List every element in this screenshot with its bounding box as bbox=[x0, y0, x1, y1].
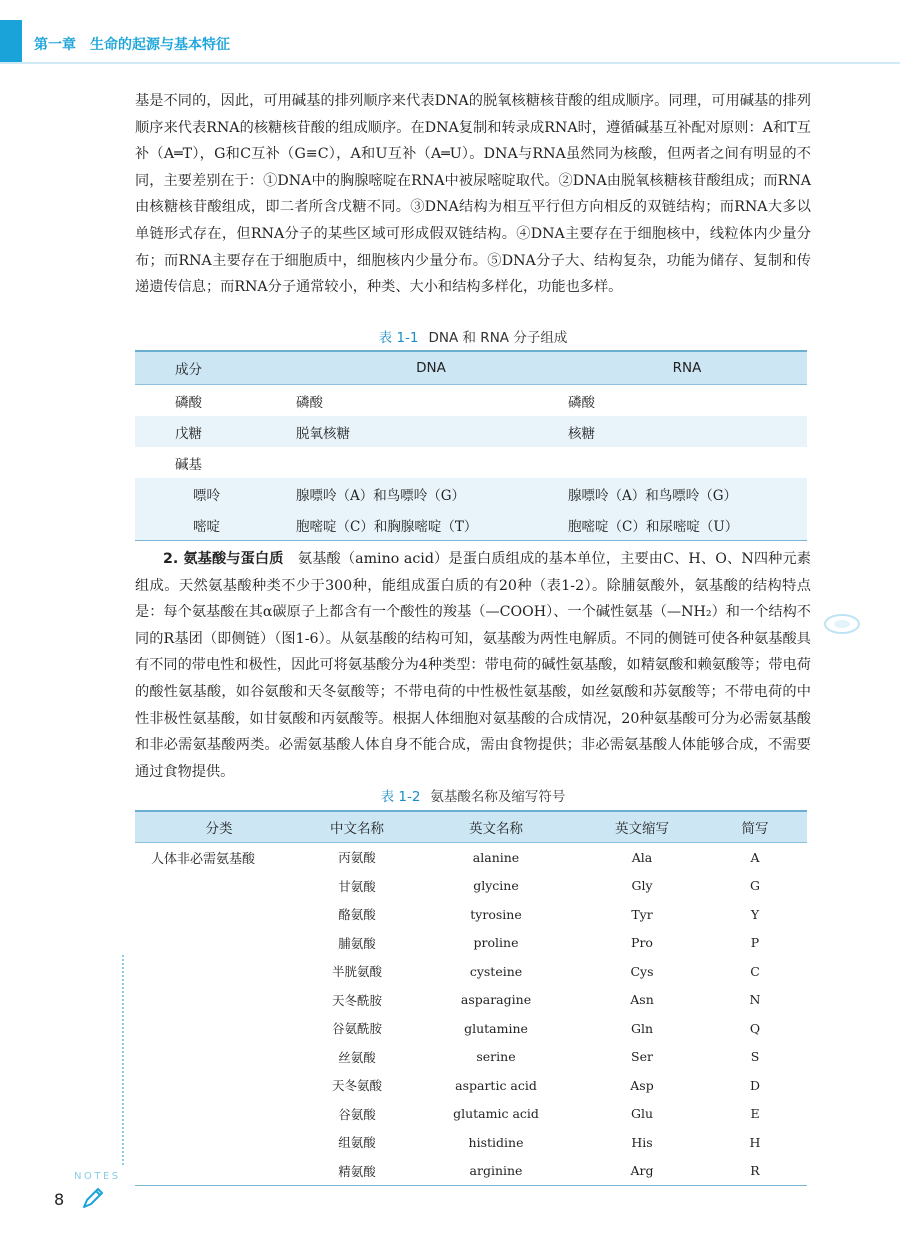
table-row bbox=[135, 1157, 807, 1186]
table-row bbox=[135, 957, 807, 986]
table-cell: D bbox=[749, 1077, 761, 1093]
table-cell: 丙氨酸 bbox=[338, 850, 376, 866]
table-cell: 人体非必需氨基酸 bbox=[151, 851, 256, 867]
magnifier-side-icon bbox=[822, 613, 862, 635]
table-cell: Arg bbox=[581, 1157, 703, 1186]
section-title: 2. 氨基酸与蛋白质 bbox=[163, 551, 284, 567]
table-cell bbox=[135, 957, 303, 986]
table-cell: 谷氨酸 bbox=[338, 1106, 376, 1122]
table-cell bbox=[135, 1043, 303, 1072]
table-cell: 丝氨酸 bbox=[338, 1049, 376, 1065]
table-cell: 磷酸 bbox=[568, 394, 595, 411]
table1-header-row bbox=[135, 351, 807, 385]
table-cell: 碱基 bbox=[175, 456, 202, 473]
table-cell: R bbox=[703, 1157, 807, 1186]
table2-number: 表 1-2 bbox=[380, 789, 421, 805]
table-cell bbox=[135, 900, 303, 929]
table1-header-dna: DNA bbox=[295, 351, 567, 385]
table-cell bbox=[135, 1014, 303, 1043]
table-amino-acids bbox=[135, 810, 807, 1186]
table-cell bbox=[135, 986, 303, 1015]
table2-header-abbrev: 英文缩写 bbox=[581, 811, 703, 843]
table2-title: 氨基酸名称及缩写符号 bbox=[430, 789, 566, 805]
pencil-icon bbox=[80, 1186, 106, 1212]
table2-caption bbox=[135, 785, 811, 805]
table-cell: 嘧啶 bbox=[135, 509, 295, 541]
table-cell: 谷氨酰胺 bbox=[331, 1021, 382, 1037]
table-cell: 脯氨酸 bbox=[338, 935, 376, 951]
header-rule bbox=[0, 62, 900, 64]
table1-caption bbox=[135, 326, 811, 346]
table-cell: 嘌呤 bbox=[135, 478, 295, 509]
table-row bbox=[135, 416, 807, 447]
table-cell: Cys bbox=[630, 963, 654, 979]
table-cell: asparagine bbox=[460, 992, 532, 1008]
table-cell: cysteine bbox=[469, 963, 523, 979]
table-cell: 胞嘧啶（C）和胸腺嘧啶（T） bbox=[295, 509, 567, 541]
table-row bbox=[135, 1100, 807, 1129]
paragraph-1: 基是不同的，因此，可用碱基的排列顺序来代表DNA的脱氧核糖核苷酸的组成顺序。同理，可用碱基的排列顺序来代表RNA的核糖核苷酸的组成顺序。在DNA复制和转录成RNA时，遵循碱基互补配对原则：A和T互补（A═T），G和C互补（G≡C），A和U互补（A═U）。DNA与RNA虽然同为核酸，但两者之间有明显的不同，主要差别在于：①DNA中的胸腺嘧啶在RNA中被尿嘧啶取代。②DNA由脱氧核糖核苷酸组成；而RNA由核糖核苷酸组成，即二者所含戊糖不同。③DNA结构为相互平行但方向相反的双链结构；而RNA大多以单链形式存在，但RNA分子的某些区域可形成假双链结构。④DNA主要存在于细胞核中，线粒体内少量分布；而RNA主要存在于细胞质中，细胞核内少量分布。⑤DNA分子大、结构复杂，功能为储存、复制和传递遗传信息；而RNA分子通常较小，种类、大小和结构多样化，功能也多样。 bbox=[135, 93, 811, 296]
table-cell: His bbox=[631, 1134, 653, 1150]
table-cell: 腺嘌呤（A）和鸟嘌呤（G） bbox=[295, 478, 567, 509]
table-cell: 核糖 bbox=[567, 416, 807, 447]
table-cell: 甘氨酸 bbox=[338, 878, 376, 894]
table-cell: 天冬氨酸 bbox=[331, 1078, 382, 1094]
table-row bbox=[135, 478, 807, 509]
page-number: 8 bbox=[54, 1190, 65, 1209]
table-cell: tyrosine bbox=[470, 906, 522, 922]
table-cell: Gln bbox=[630, 1020, 654, 1036]
section-text: 氨基酸（amino acid）是蛋白质组成的基本单位，主要由C、H、O、N四种元素组成。天然氨基酸种类不少于300种，能组成蛋白质的有20种（表1-2）。除脯氨酸外，氨基酸的结构特点是：每个氨基酸在其α碳原子上都含有一个酸性的羧基（—COOH）、一个碱性氨基（—NH₂）和一个结构不同的R基团（即侧链）（图1-6）。从氨基酸的结构可知，氨基酸为两性电解质。不同的侧链可使各种氨基酸具有不同的带电性和极性，因此可将氨基酸分为4种类型：带电荷的碱性氨基酸，如精氨酸和赖氨酸等；带电荷的酸性氨基酸，如谷氨酸和天冬氨酸等；不带电荷的中性极性氨基酸，如丝氨酸和苏氨酸等；不带电荷的中性非极性氨基酸，如甘氨酸和丙氨酸等。根据人体细胞对氨基酸的合成情况，20种氨基酸可分为必需氨基酸和非必需氨基酸两类。必需氨基酸人体自身不能合成，需由食物提供；非必需氨基酸人体能够合成，不需要通过食物提供。 bbox=[135, 551, 811, 780]
table-row bbox=[135, 872, 807, 901]
table-row bbox=[135, 1014, 807, 1043]
chapter-title: 第一章 生命的起源与基本特征 bbox=[34, 37, 230, 53]
table-cell: Asp bbox=[630, 1077, 654, 1093]
table-cell: histidine bbox=[468, 1134, 524, 1150]
table-cell: A bbox=[750, 849, 760, 865]
table-cell bbox=[135, 1071, 303, 1100]
table-row bbox=[135, 900, 807, 929]
table-cell bbox=[135, 1100, 303, 1129]
table-cell: Y bbox=[750, 906, 760, 922]
table-cell: 半胱氨酸 bbox=[331, 964, 382, 980]
table-row bbox=[135, 986, 807, 1015]
table-cell: H bbox=[749, 1134, 761, 1150]
table-cell: S bbox=[750, 1049, 760, 1065]
table-cell: 脱氧核糖 bbox=[295, 416, 567, 447]
table-cell: Q bbox=[749, 1020, 761, 1036]
page-header bbox=[0, 0, 900, 70]
table-cell: Ala bbox=[631, 849, 653, 865]
table-cell: Glu bbox=[630, 1106, 654, 1122]
table-cell: proline bbox=[473, 935, 519, 951]
table-cell: G bbox=[750, 878, 760, 894]
table-cell: 精氨酸 bbox=[303, 1157, 411, 1186]
table-cell: 磷酸 bbox=[296, 394, 323, 411]
table-cell: aspartic acid bbox=[455, 1077, 537, 1093]
table-cell: Asn bbox=[630, 992, 654, 1008]
table-cell: glycine bbox=[473, 878, 519, 894]
table-cell bbox=[567, 447, 807, 478]
table1-header-component: 成分 bbox=[135, 351, 295, 385]
table-row bbox=[135, 1043, 807, 1072]
table-row bbox=[135, 1071, 807, 1100]
table-row bbox=[135, 843, 807, 872]
table-cell: C bbox=[750, 963, 760, 979]
table-row bbox=[135, 385, 807, 417]
table-row bbox=[135, 509, 807, 541]
paragraph-2 bbox=[135, 546, 811, 785]
table-cell: Gly bbox=[631, 878, 653, 894]
table-cell: arginine bbox=[411, 1157, 581, 1186]
table1-title: DNA 和 RNA 分子组成 bbox=[428, 330, 568, 346]
table2-header-symbol: 简写 bbox=[703, 811, 807, 843]
table-cell: 组氨酸 bbox=[338, 1135, 376, 1151]
table-cell: glutamine bbox=[464, 1020, 528, 1036]
table-cell: serine bbox=[476, 1049, 516, 1065]
table-row bbox=[135, 929, 807, 958]
table-cell bbox=[135, 929, 303, 958]
table-cell: 天冬酰胺 bbox=[331, 992, 382, 1008]
notes-label: NOTES bbox=[74, 1171, 121, 1182]
table-dna-rna-composition bbox=[135, 350, 807, 541]
table2-header-row bbox=[135, 811, 807, 843]
table1-number: 表 1-1 bbox=[378, 330, 419, 346]
table2-header-chinese: 中文名称 bbox=[303, 811, 411, 843]
table-row bbox=[135, 447, 807, 478]
table-cell: Tyr bbox=[631, 906, 653, 922]
table-cell: N bbox=[749, 992, 761, 1008]
table-cell: P bbox=[750, 935, 760, 951]
table-cell: Ser bbox=[631, 1049, 653, 1065]
table-cell bbox=[135, 1128, 303, 1157]
table-cell: alanine bbox=[472, 849, 520, 865]
table-cell bbox=[135, 872, 303, 901]
table-cell: E bbox=[750, 1106, 760, 1122]
table-cell: 磷酸 bbox=[175, 394, 202, 411]
table-cell bbox=[135, 1157, 303, 1186]
table-cell: 戊糖 bbox=[135, 416, 295, 447]
table1-header-rna: RNA bbox=[567, 351, 807, 385]
table-cell bbox=[295, 447, 567, 478]
notes-dotted-line bbox=[122, 955, 124, 1165]
table2-header-category: 分类 bbox=[135, 811, 303, 843]
table2-header-english: 英文名称 bbox=[411, 811, 581, 843]
table-cell: Pro bbox=[631, 935, 653, 951]
table-cell: 腺嘌呤（A）和鸟嘌呤（G） bbox=[567, 478, 807, 509]
table-row bbox=[135, 1128, 807, 1157]
table-cell: glutamic acid bbox=[453, 1106, 539, 1122]
table-cell: 酪氨酸 bbox=[338, 907, 376, 923]
table-cell: 胞嘧啶（C）和尿嘧啶（U） bbox=[567, 509, 807, 541]
